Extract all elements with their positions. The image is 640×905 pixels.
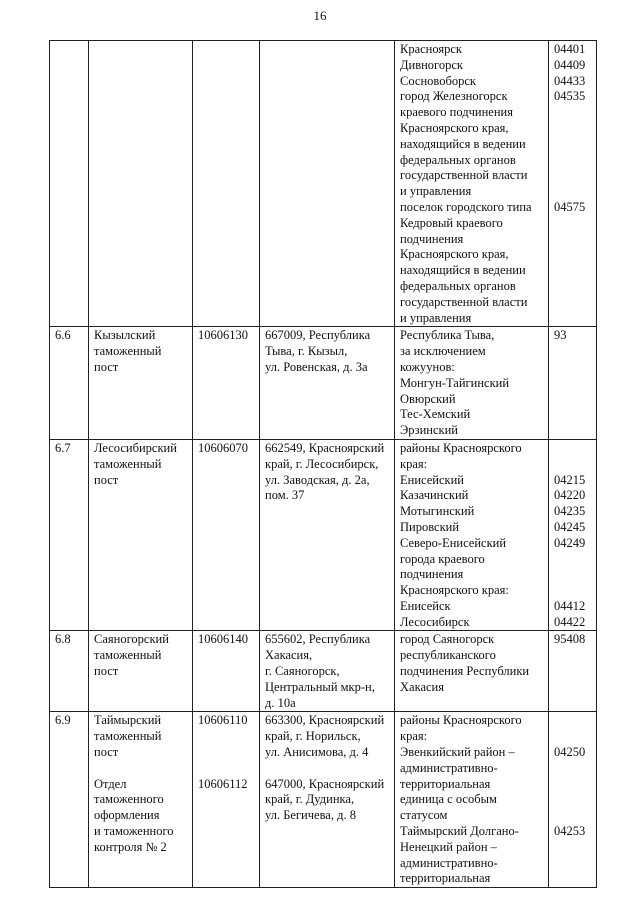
cell-line: административно- bbox=[400, 760, 498, 775]
territory-cell bbox=[395, 41, 549, 327]
cell-line: пост bbox=[94, 472, 119, 487]
cell-line: Таймырский Долгано- bbox=[400, 824, 519, 839]
cell-line: 04220 bbox=[554, 488, 586, 503]
cell-line: ул. Бегичева, д. 8 bbox=[265, 808, 356, 823]
cell-line: Тес-Хемский bbox=[400, 407, 471, 422]
cell-line: 04253 bbox=[554, 824, 586, 839]
post-name-cell bbox=[89, 41, 193, 327]
cell-line: пост bbox=[94, 664, 119, 679]
cell-line: Хакасия bbox=[400, 679, 444, 694]
cell-line: за исключением bbox=[400, 344, 486, 359]
cell-line: Сосновоборск bbox=[400, 73, 476, 88]
cell-line: Монгун-Тайгинский bbox=[400, 375, 510, 390]
row-number-cell: 6.6 bbox=[50, 327, 89, 440]
post-name-cell bbox=[89, 439, 193, 631]
cell-line: подчинения bbox=[400, 567, 464, 582]
cell-line: 10606112 bbox=[198, 776, 248, 791]
row-number-cell bbox=[50, 41, 89, 327]
territory-cell bbox=[395, 327, 549, 440]
cell-line: Пировский bbox=[400, 519, 460, 534]
cell-line: государственной власти bbox=[400, 168, 528, 183]
cell-line: 663300, Красноярский bbox=[265, 713, 385, 728]
cell-line: 04535 bbox=[554, 89, 586, 104]
cell-line: Казачинский bbox=[400, 488, 469, 503]
table-row bbox=[50, 712, 597, 888]
cell-line: Тыва, г. Кызыл, bbox=[265, 344, 348, 359]
table-row bbox=[50, 327, 597, 440]
cell-line: Красноярск bbox=[400, 42, 463, 56]
cell-line: г. Саяногорск, bbox=[265, 664, 340, 679]
post-name-cell bbox=[89, 712, 193, 888]
cell-line: государственной власти bbox=[400, 294, 528, 309]
page-number: 16 bbox=[313, 8, 327, 23]
cell-line: пост bbox=[94, 359, 119, 374]
cell-line: 10606110 bbox=[198, 713, 248, 728]
row-number-cell: 6.9 bbox=[50, 712, 89, 888]
cell-line: 04575 bbox=[554, 199, 586, 214]
cell-line: таможенный bbox=[94, 456, 162, 471]
post-address-cell bbox=[260, 712, 395, 888]
cell-line: края: bbox=[400, 729, 428, 744]
cell-line: 04235 bbox=[554, 504, 586, 519]
cell-line: край, г. Лесосибирск, bbox=[265, 456, 379, 471]
cell-line: Дивногорск bbox=[400, 57, 463, 72]
table-row bbox=[50, 439, 597, 631]
cell-line: Саяногорский bbox=[94, 632, 169, 647]
cell-line: Красноярского края: bbox=[400, 583, 509, 598]
cell-line: федеральных органов bbox=[400, 152, 516, 167]
cell-line: край, г. Дудинка, bbox=[265, 792, 355, 807]
cell-line: таможенный bbox=[94, 344, 162, 359]
cell-line: 04245 bbox=[554, 519, 586, 534]
cell-line: край, г. Норильск, bbox=[265, 729, 361, 744]
cell-line: Красноярского края, bbox=[400, 120, 509, 135]
okato-code-cell bbox=[549, 327, 597, 440]
cell-line: краевого подчинения bbox=[400, 105, 513, 120]
cell-line: пом. 37 bbox=[265, 488, 305, 503]
cell-line: 93 bbox=[554, 328, 567, 343]
cell-line: подчинения Республики bbox=[400, 664, 530, 679]
cell-line: таможенный bbox=[94, 729, 162, 744]
customs-posts-table bbox=[49, 40, 597, 888]
cell-line: районы Красноярского bbox=[400, 713, 522, 728]
cell-line: 04250 bbox=[554, 745, 586, 760]
post-address-cell bbox=[260, 439, 395, 631]
cell-line: Енисейск bbox=[400, 598, 451, 613]
cell-line: единица с особым bbox=[400, 792, 497, 807]
cell-line: Красноярского края, bbox=[400, 247, 509, 262]
cell-line: Мотыгинский bbox=[400, 504, 475, 519]
cell-line: Енисейский bbox=[400, 472, 464, 487]
post-code-cell bbox=[193, 631, 260, 712]
cell-line: д. 10а bbox=[265, 695, 296, 710]
cell-line: 04433 bbox=[554, 73, 586, 88]
cell-line: 662549, Красноярский bbox=[265, 440, 385, 455]
cell-line: статусом bbox=[400, 808, 448, 823]
cell-line: федеральных органов bbox=[400, 278, 516, 293]
post-address-cell bbox=[260, 41, 395, 327]
cell-line: и таможенного bbox=[94, 824, 174, 839]
cell-line: ул. Ровенская, д. 3а bbox=[265, 359, 368, 374]
post-code-cell bbox=[193, 327, 260, 440]
cell-line: город Саяногорск bbox=[400, 632, 495, 647]
cell-line: пост bbox=[94, 745, 119, 760]
cell-line: 667009, Республика bbox=[265, 328, 371, 343]
cell-line: 04422 bbox=[554, 614, 586, 629]
cell-line: Таймырский bbox=[94, 713, 162, 728]
cell-line: находящийся в ведении bbox=[400, 263, 526, 278]
cell-line: оформления bbox=[94, 808, 160, 823]
row-number-cell: 6.7 bbox=[50, 439, 89, 631]
cell-line: Хакасия, bbox=[265, 648, 313, 663]
cell-line: 655602, Республика bbox=[265, 632, 371, 647]
cell-line: Республика Тыва, bbox=[400, 328, 495, 343]
cell-line: края: bbox=[400, 456, 428, 471]
post-address-cell bbox=[260, 631, 395, 712]
cell-line: и управления bbox=[400, 310, 472, 325]
cell-line: ул. Заводская, д. 2а, bbox=[265, 472, 370, 487]
cell-line: Эрзинский bbox=[400, 423, 458, 438]
cell-line: таможенный bbox=[94, 648, 162, 663]
cell-line: Кызылский bbox=[94, 328, 156, 343]
okato-code-cell bbox=[549, 631, 597, 712]
cell-line: и управления bbox=[400, 184, 472, 199]
cell-line: 04409 bbox=[554, 57, 586, 72]
cell-line: 95408 bbox=[554, 632, 586, 647]
post-code-cell bbox=[193, 712, 260, 888]
cell-line: Кедровый краевого bbox=[400, 215, 503, 230]
cell-line: город Железногорск bbox=[400, 89, 508, 104]
cell-line: 10606140 bbox=[198, 632, 248, 647]
post-name-cell bbox=[89, 631, 193, 712]
cell-line: Эвенкийский район – bbox=[400, 745, 515, 760]
cell-line: Лесосибирск bbox=[400, 614, 470, 629]
cell-line: города краевого bbox=[400, 551, 485, 566]
territory-cell bbox=[395, 712, 549, 888]
table-row bbox=[50, 631, 597, 712]
cell-line: Ненецкий район – bbox=[400, 839, 497, 854]
cell-line: поселок городского типа bbox=[400, 199, 532, 214]
cell-line: Лесосибирский bbox=[94, 440, 177, 455]
cell-line: районы Красноярского bbox=[400, 440, 522, 455]
cell-line: 10606130 bbox=[198, 328, 248, 343]
cell-line: 04401 bbox=[554, 42, 586, 56]
cell-line: ул. Анисимова, д. 4 bbox=[265, 745, 369, 760]
cell-line: территориальная bbox=[400, 776, 491, 791]
okato-code-cell bbox=[549, 439, 597, 631]
cell-line: находящийся в ведении bbox=[400, 136, 526, 151]
cell-line: 647000, Красноярский bbox=[265, 776, 385, 791]
cell-line: 04249 bbox=[554, 535, 586, 550]
okato-code-cell bbox=[549, 712, 597, 888]
cell-line: кожуунов: bbox=[400, 359, 455, 374]
cell-line: контроля № 2 bbox=[94, 839, 167, 854]
cell-line: 10606070 bbox=[198, 440, 248, 455]
cell-line: Отдел bbox=[94, 776, 127, 791]
cell-line: территориальная bbox=[400, 871, 491, 886]
territory-cell bbox=[395, 439, 549, 631]
post-name-cell bbox=[89, 327, 193, 440]
row-number-cell: 6.8 bbox=[50, 631, 89, 712]
post-code-cell bbox=[193, 41, 260, 327]
territory-cell bbox=[395, 631, 549, 712]
cell-line: республиканского bbox=[400, 648, 496, 663]
cell-line: таможенного bbox=[94, 792, 164, 807]
cell-line: Северо-Енисейский bbox=[400, 535, 507, 550]
cell-line: Центральный мкр-н, bbox=[265, 679, 375, 694]
cell-line: подчинения bbox=[400, 231, 464, 246]
okato-code-cell bbox=[549, 41, 597, 327]
post-address-cell bbox=[260, 327, 395, 440]
post-code-cell bbox=[193, 439, 260, 631]
cell-line: 04215 bbox=[554, 472, 586, 487]
cell-line: Овюрский bbox=[400, 391, 456, 406]
cell-line: административно- bbox=[400, 855, 498, 870]
cell-line: 04412 bbox=[554, 598, 586, 613]
table-row bbox=[50, 41, 597, 327]
